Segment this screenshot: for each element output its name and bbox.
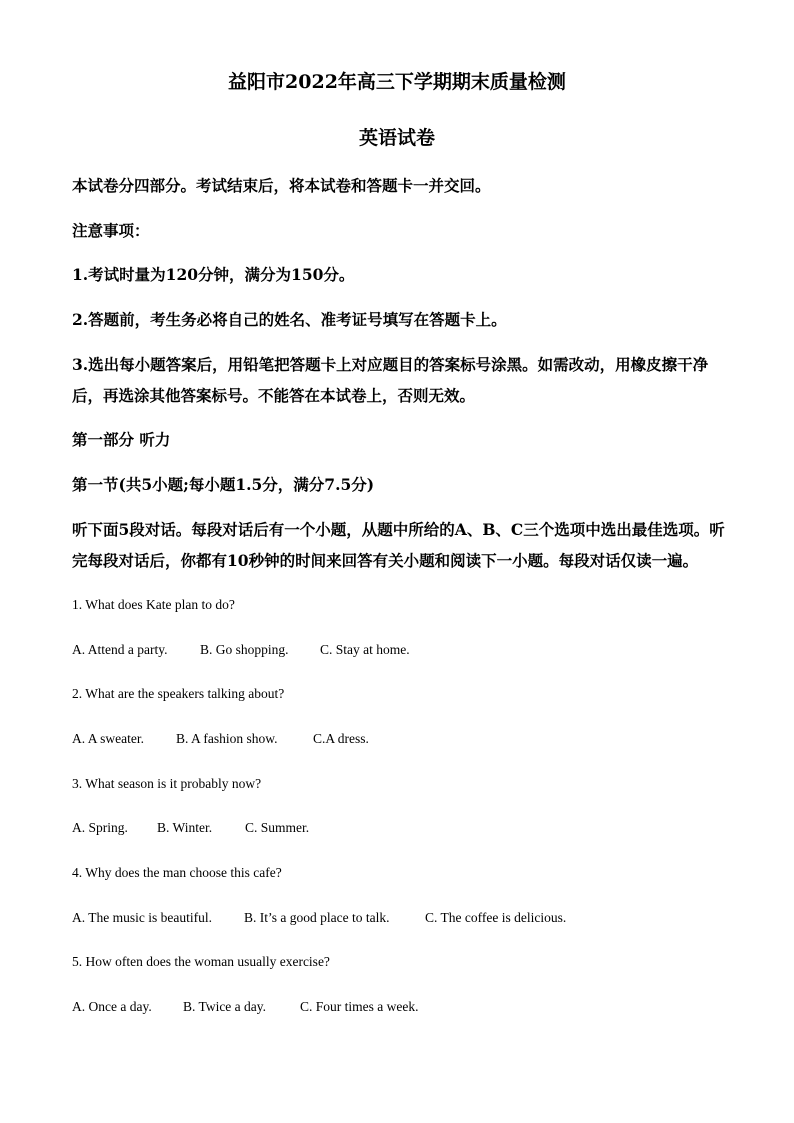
note-item-2: 2.答题前，考生务必将自己的姓名、准考证号填写在答题卡上。	[72, 310, 507, 329]
option-c: C. The coffee is delicious.	[425, 910, 567, 925]
notes-heading: 注意事项：	[72, 221, 150, 240]
option-c: C. Summer.	[245, 820, 310, 835]
question-stem: 1. What does Kate plan to do?	[72, 597, 235, 612]
section1-heading: 第一节(共5小题;每小题1.5分，满分7.5分)	[72, 475, 375, 494]
question-options	[72, 819, 732, 837]
listening-instruction: 听下面5段对话。每段对话后有一个小题，从题中所给的A、B、C三个选项中选出最佳选项。听完每段对话后，你都有10秒钟的时间来回答有关小题和阅读下一小题。每段对话仅读一遍。	[72, 520, 725, 570]
option-a: A. Once a day.	[72, 999, 152, 1014]
option-a: A. Attend a party.	[72, 642, 168, 657]
option-b: B. It’s a good place to talk.	[244, 910, 390, 925]
question-options	[72, 909, 732, 927]
option-a: A. Spring.	[72, 820, 128, 835]
option-b: B. Go shopping.	[200, 642, 289, 657]
note-item-3: 3.选出每小题答案后，用铅笔把答题卡上对应题目的答案标号涂黑。如需改动，用橡皮擦干净后，再选涂其他答案标号。不能答在本试卷上，否则无效。	[72, 355, 709, 405]
exam-subject: 英语试卷	[358, 127, 435, 149]
option-a: A. The music is beautiful.	[72, 910, 212, 925]
option-c: C.A dress.	[313, 731, 369, 746]
note-item-1: 1.考试时量为120分钟，满分为150分。	[72, 265, 355, 284]
part1-heading: 第一部分 听力	[72, 430, 171, 449]
question-options	[72, 730, 732, 748]
option-c: C. Four times a week.	[300, 999, 419, 1014]
intro-text: 本试卷分四部分。考试结束后，将本试卷和答题卡一并交回。	[72, 176, 491, 195]
option-c: C. Stay at home.	[320, 642, 410, 657]
question-options	[72, 998, 732, 1016]
question-stem: 3. What season is it probably now?	[72, 776, 262, 791]
question-stem: 2. What are the speakers talking about?	[72, 686, 285, 701]
option-b: B. Twice a day.	[183, 999, 267, 1014]
exam-title: 益阳市2022年高三下学期期末质量检测	[228, 71, 566, 93]
question-options	[72, 641, 732, 659]
question-stem: 4. Why does the man choose this cafe?	[72, 865, 282, 880]
option-a: A. A sweater.	[72, 731, 144, 746]
option-b: B. A fashion show.	[176, 731, 278, 746]
option-b: B. Winter.	[157, 820, 213, 835]
question-stem: 5. How often does the woman usually exercise?	[72, 954, 330, 969]
